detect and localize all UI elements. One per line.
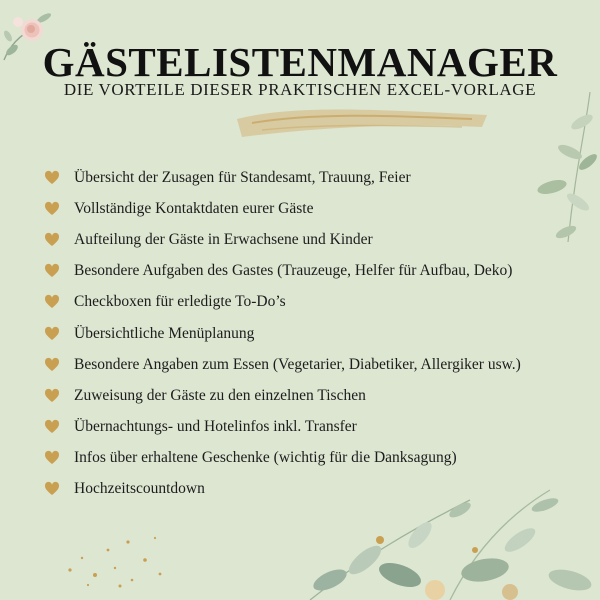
list-item	[44, 162, 521, 193]
list-item-text: Aufteilung der Gäste in Erwachsene und Kinder	[74, 230, 373, 248]
page-subtitle: DIE VORTEILE DIESER PRAKTISCHEN EXCEL-VORLAGE	[63, 80, 537, 99]
list-item-text: Infos über erhaltene Geschenke (wichtig für die Danksagung)	[74, 449, 457, 467]
list-item-text: Vollständige Kontaktdaten eurer Gäste	[74, 199, 314, 217]
list-item	[44, 349, 521, 380]
list-item-text: Checkboxen für erledigte To-Do’s	[74, 293, 286, 311]
gold-sparkles-decoration-icon	[60, 530, 170, 590]
list-item	[44, 224, 521, 255]
leaf-sprig-decoration-icon	[530, 92, 600, 252]
list-item-text: Übersichtliche Menüplanung	[74, 324, 255, 342]
list-item-text: Besondere Angaben zum Essen (Vegetarier, Diabetiker, Allergiker usw.)	[74, 355, 521, 373]
gold-heart-icon	[44, 450, 60, 466]
gold-heart-icon	[44, 388, 60, 404]
list-item	[44, 256, 521, 287]
list-item	[44, 287, 521, 318]
gold-brush-stroke-icon	[232, 97, 492, 147]
list-item	[44, 318, 521, 349]
list-item-text: Übernachtungs- und Hotelinfos inkl. Transfer	[74, 418, 357, 436]
gold-heart-icon	[44, 232, 60, 248]
page-title: GÄSTELISTENMANAGER	[42, 39, 558, 85]
gold-heart-icon	[44, 263, 60, 279]
list-item	[44, 474, 521, 505]
list-item-text: Hochzeitscountdown	[74, 480, 205, 498]
list-item	[44, 193, 521, 224]
list-item-text: Zuweisung der Gäste zu den einzelnen Tischen	[74, 386, 366, 404]
feature-list	[44, 162, 521, 505]
gold-heart-icon	[44, 481, 60, 497]
gold-heart-icon	[44, 294, 60, 310]
gold-heart-icon	[44, 170, 60, 186]
list-item	[44, 443, 521, 474]
list-item-text: Besondere Aufgaben des Gastes (Trauzeuge, Helfer für Aufbau, Deko)	[74, 262, 513, 280]
gold-heart-icon	[44, 326, 60, 342]
gold-heart-icon	[44, 201, 60, 217]
gold-heart-icon	[44, 419, 60, 435]
list-item	[44, 412, 521, 443]
gold-heart-icon	[44, 357, 60, 373]
list-item	[44, 380, 521, 411]
list-item-text: Übersicht der Zusagen für Standesamt, Trauung, Feier	[74, 168, 411, 186]
